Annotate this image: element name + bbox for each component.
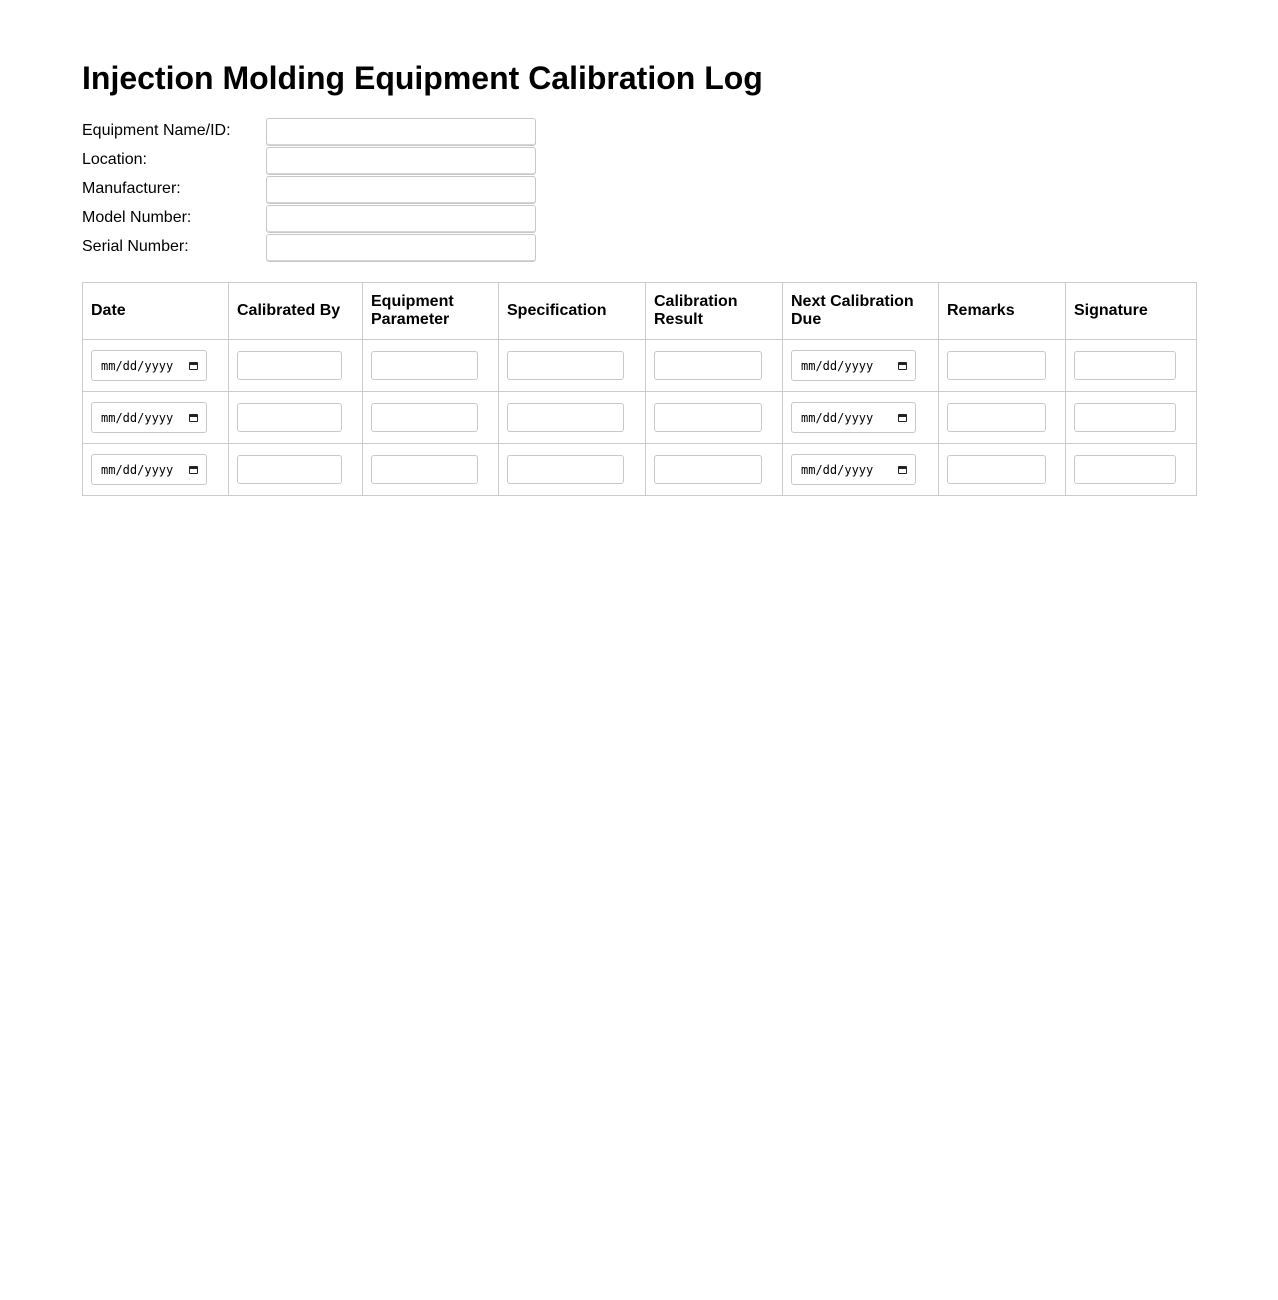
- signature-input[interactable]: [1074, 455, 1176, 484]
- remarks-input[interactable]: [947, 455, 1046, 484]
- date-placeholder: mm/dd/yyyy: [801, 358, 874, 373]
- signature-input[interactable]: [1074, 403, 1176, 432]
- serial-number-row: [82, 233, 1196, 262]
- model-number-row: [82, 204, 1196, 233]
- header-equipment-parameter: Equipment Parameter: [363, 283, 499, 340]
- calibrated-by-input[interactable]: [237, 403, 342, 432]
- result-cell: [646, 392, 783, 444]
- date-input[interactable]: [91, 402, 207, 433]
- table-row: [83, 444, 1197, 496]
- date-placeholder: mm/dd/yyyy: [101, 358, 174, 373]
- manufacturer-label: Manufacturer:: [82, 179, 181, 197]
- table-header-row: [83, 283, 1197, 340]
- calibration-result-input[interactable]: [654, 351, 762, 380]
- date-placeholder: mm/dd/yyyy: [101, 462, 174, 477]
- header-remarks: Remarks: [939, 283, 1066, 340]
- equipment-name-label: Equipment Name/ID:: [82, 121, 231, 139]
- remarks-cell: [939, 444, 1066, 496]
- next-calibration-date-input[interactable]: [791, 350, 916, 381]
- calendar-icon[interactable]: [898, 362, 907, 370]
- signature-cell: [1066, 392, 1197, 444]
- manufacturer-input[interactable]: [266, 176, 536, 204]
- remarks-cell: [939, 392, 1066, 444]
- calendar-icon[interactable]: [189, 362, 198, 370]
- specification-cell: [499, 392, 646, 444]
- header-signature: Signature: [1066, 283, 1197, 340]
- location-row: [82, 146, 1196, 175]
- calendar-icon[interactable]: [898, 414, 907, 422]
- date-placeholder: mm/dd/yyyy: [801, 462, 874, 477]
- equipment-name-row: [82, 117, 1196, 146]
- calibration-log-page: [82, 58, 1196, 496]
- calibrated-by-input[interactable]: [237, 455, 342, 484]
- date-cell: [83, 340, 229, 392]
- calibration-result-input[interactable]: [654, 455, 762, 484]
- parameter-cell: [363, 340, 499, 392]
- calibrated-by-cell: [229, 340, 363, 392]
- next-due-cell: [783, 392, 939, 444]
- date-placeholder: mm/dd/yyyy: [101, 410, 174, 425]
- signature-cell: [1066, 444, 1197, 496]
- remarks-cell: [939, 340, 1066, 392]
- signature-input[interactable]: [1074, 351, 1176, 380]
- date-cell: [83, 392, 229, 444]
- equipment-parameter-input[interactable]: [371, 403, 478, 432]
- remarks-input[interactable]: [947, 403, 1046, 432]
- header-date: Date: [83, 283, 229, 340]
- parameter-cell: [363, 392, 499, 444]
- date-placeholder: mm/dd/yyyy: [801, 410, 874, 425]
- model-number-label: Model Number:: [82, 208, 192, 226]
- specification-cell: [499, 340, 646, 392]
- result-cell: [646, 444, 783, 496]
- calibration-table: [82, 282, 1197, 496]
- calibration-result-input[interactable]: [654, 403, 762, 432]
- parameter-cell: [363, 444, 499, 496]
- header-next-calibration-due: Next Calibration Due: [783, 283, 939, 340]
- next-calibration-date-input[interactable]: [791, 402, 916, 433]
- signature-cell: [1066, 340, 1197, 392]
- header-calibration-result: Calibration Result: [646, 283, 783, 340]
- model-number-input[interactable]: [266, 205, 536, 233]
- next-calibration-date-input[interactable]: [791, 454, 916, 485]
- location-label: Location:: [82, 150, 147, 168]
- calendar-icon[interactable]: [189, 466, 198, 474]
- date-cell: [83, 444, 229, 496]
- location-input[interactable]: [266, 147, 536, 175]
- specification-input[interactable]: [507, 403, 624, 432]
- equipment-info-section: [82, 117, 1196, 262]
- calendar-icon[interactable]: [189, 414, 198, 422]
- calibrated-by-cell: [229, 392, 363, 444]
- remarks-input[interactable]: [947, 351, 1046, 380]
- next-due-cell: [783, 444, 939, 496]
- header-calibrated-by: Calibrated By: [229, 283, 363, 340]
- header-specification: Specification: [499, 283, 646, 340]
- date-input[interactable]: [91, 350, 207, 381]
- date-input[interactable]: [91, 454, 207, 485]
- next-due-cell: [783, 340, 939, 392]
- calibrated-by-cell: [229, 444, 363, 496]
- page-title: Injection Molding Equipment Calibration Log: [82, 60, 763, 96]
- table-row: [83, 392, 1197, 444]
- serial-number-input[interactable]: [266, 234, 536, 262]
- specification-cell: [499, 444, 646, 496]
- calibrated-by-input[interactable]: [237, 351, 342, 380]
- equipment-name-input[interactable]: [266, 118, 536, 146]
- specification-input[interactable]: [507, 351, 624, 380]
- calendar-icon[interactable]: [898, 466, 907, 474]
- serial-number-label: Serial Number:: [82, 237, 189, 255]
- result-cell: [646, 340, 783, 392]
- equipment-parameter-input[interactable]: [371, 351, 478, 380]
- specification-input[interactable]: [507, 455, 624, 484]
- manufacturer-row: [82, 175, 1196, 204]
- table-row: [83, 340, 1197, 392]
- equipment-parameter-input[interactable]: [371, 455, 478, 484]
